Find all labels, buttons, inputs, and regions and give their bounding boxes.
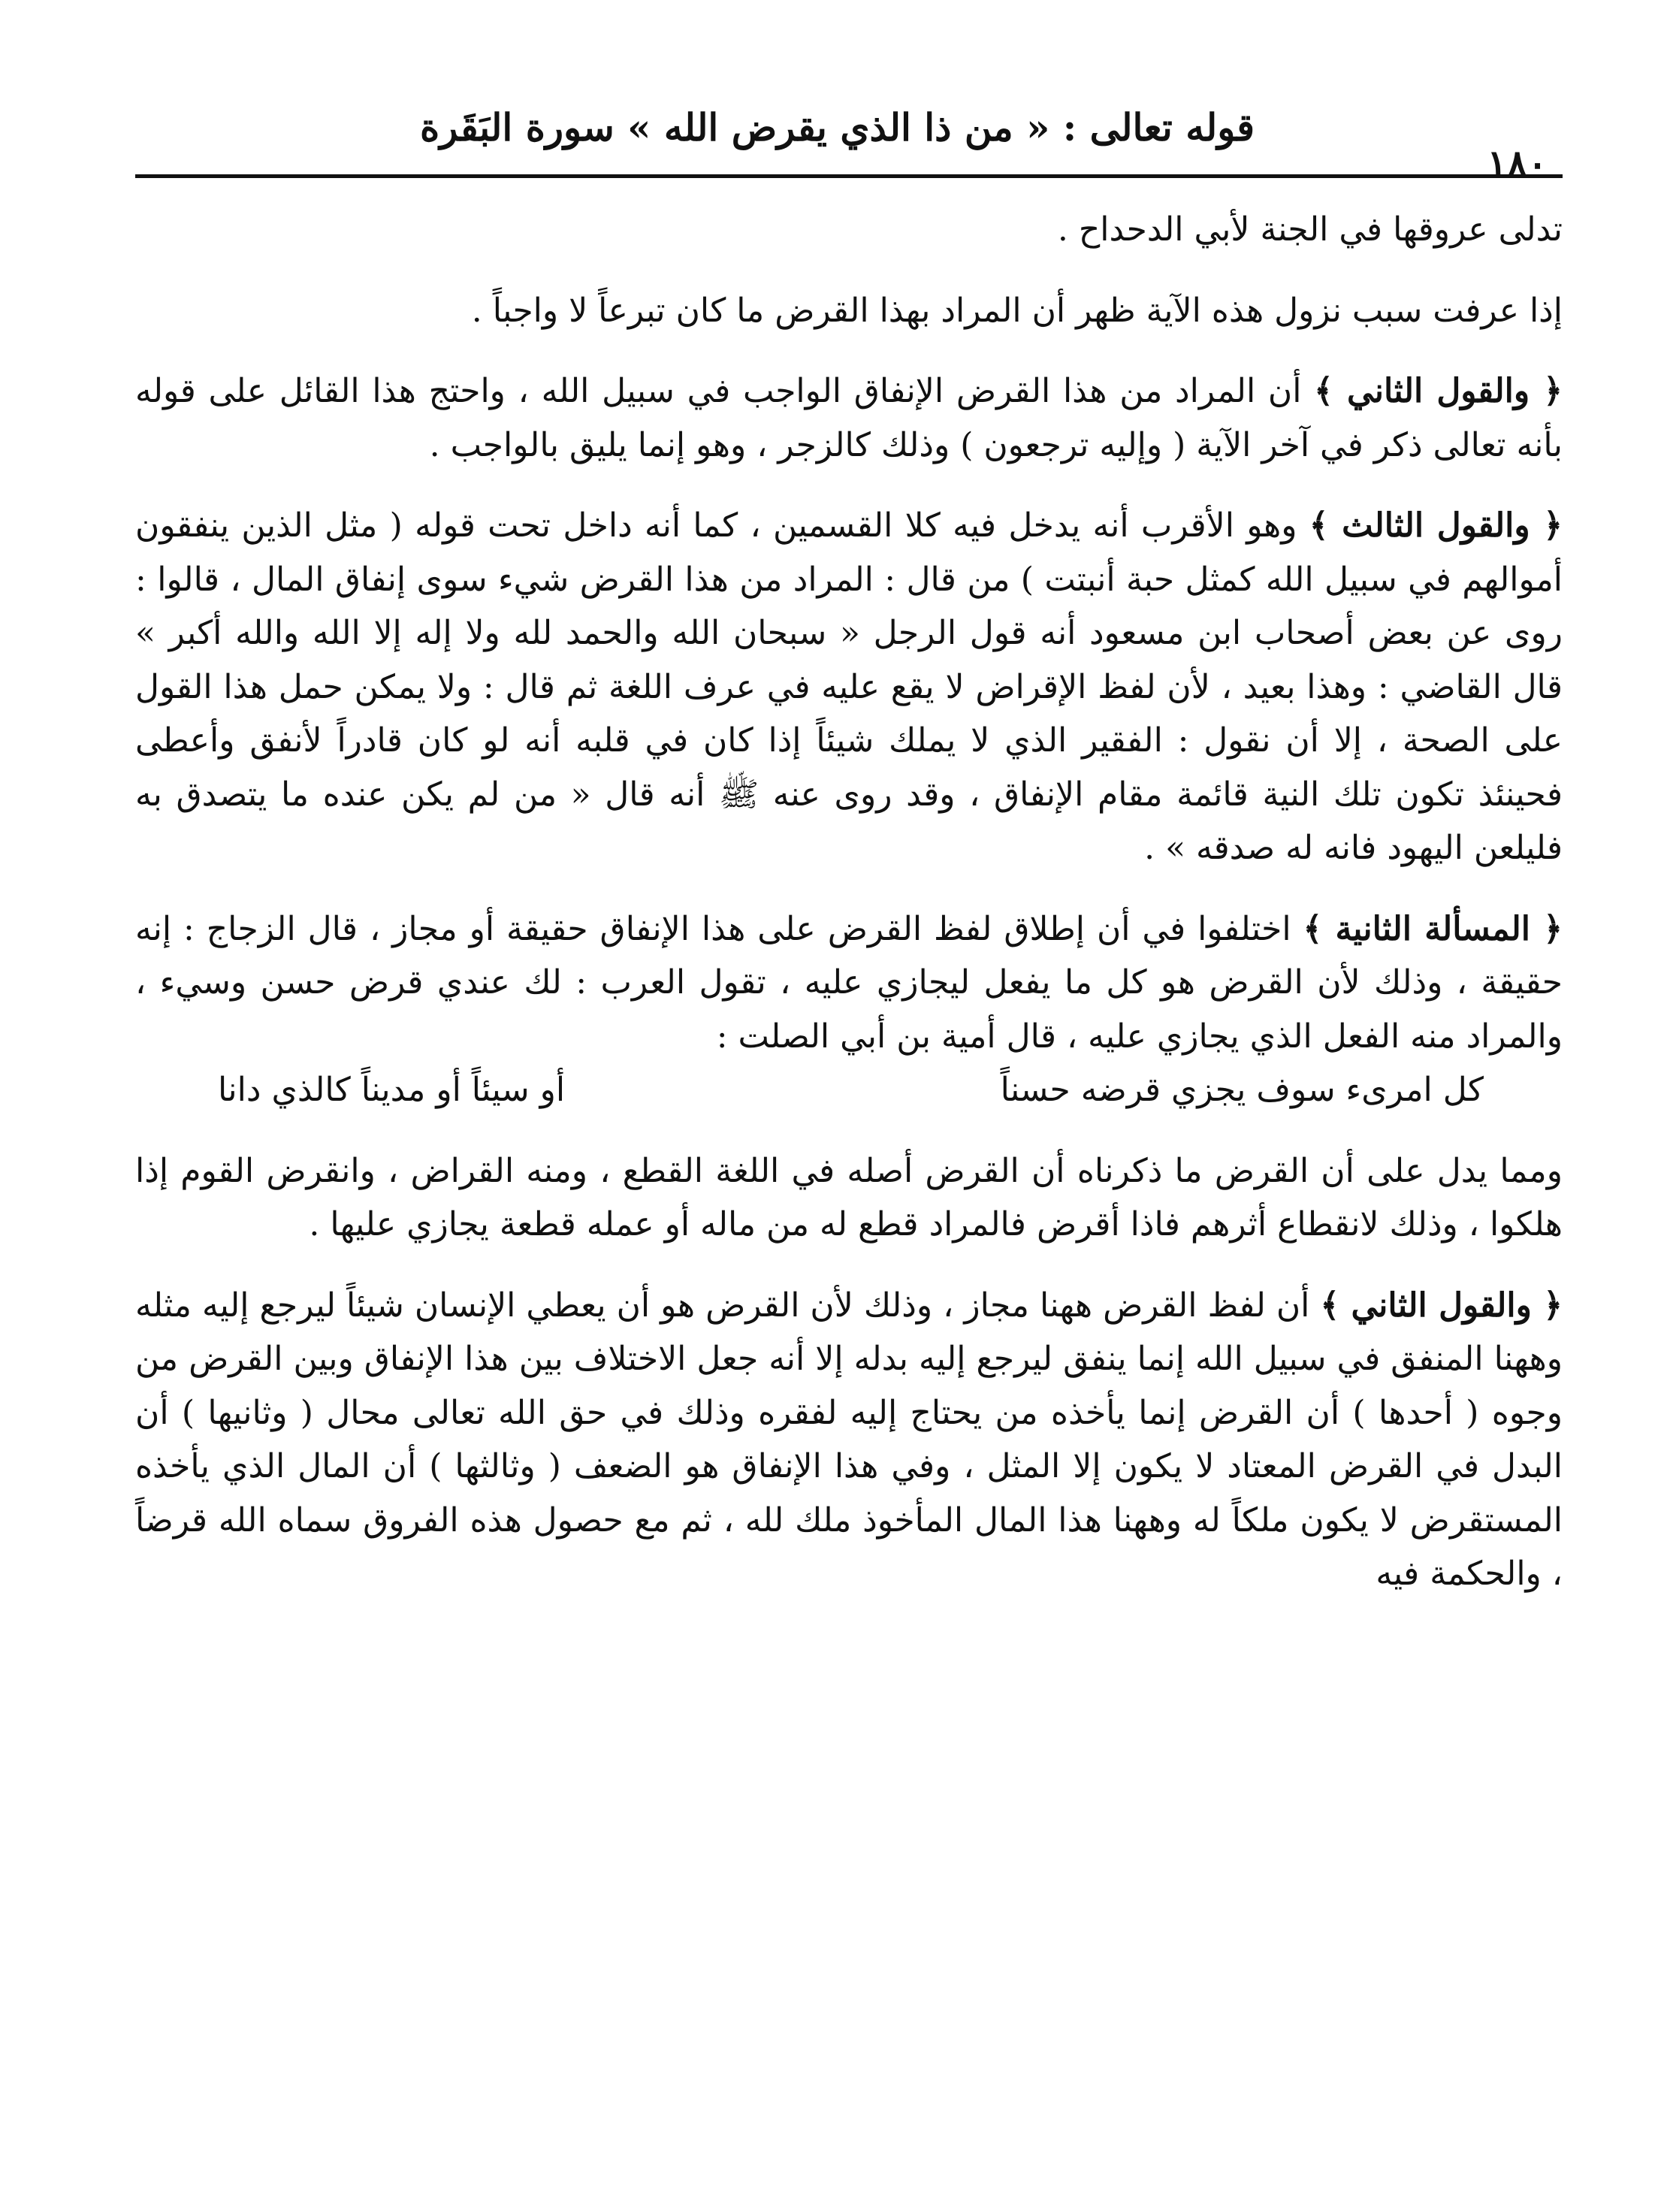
paragraph — [135, 203, 1563, 257]
page-header — [135, 105, 1563, 186]
header-rule — [135, 174, 1563, 178]
paragraph — [135, 902, 1563, 1064]
page-body — [135, 203, 1563, 1601]
paragraph-text: إذا عرفت سبب نزول هذه الآية ظهر أن المراد بهذا القرض ما كان تبرعاً لا واجباً . — [471, 291, 1563, 330]
paragraph — [135, 1144, 1563, 1252]
poem-second-hemistich: أو سيئاً أو مديناً كالذي دانا — [218, 1071, 566, 1109]
poem-verse — [135, 1063, 1563, 1117]
paragraph-text: اختلفوا في أن إطلاق لفظ القرض على هذا الإنفاق حقيقة أو مجاز ، قال الزجاج : إنه حقيقة ، وذلك لأن القرض هو كل ما يفعل ليجازي عليه ، تقول العرب : لك عندي قرض حسن وسيء ، والمراد منه الفعل الذي يجازي عليه ، قال أمية بن أبي الصلت : — [135, 909, 1563, 1056]
section-heading: ﴿ والقول الثاني ﴾ — [1320, 1286, 1563, 1325]
section-heading: ﴿ المسألة الثانية ﴾ — [1303, 909, 1563, 948]
paragraph — [135, 499, 1563, 875]
paragraph — [135, 1279, 1563, 1601]
paragraph-text: وهو الأقرب أنه يدخل فيه كلا القسمين ، كما أنه داخل تحت قوله ( مثل الذين ينفقون أموالهم في سبيل الله كمثل حبة أنبتت ) من قال : المراد من هذا القرض شيء سوى إنفاق المال ، قالوا : روى عن بعض أصحاب ابن مسعود أنه قول الرجل « سبحان الله والحمد لله ولا إله إلا الله والله أكبر » قال القاضي : وهذا بعيد ، لأن لفظ الإقراض لا يقع عليه في عرف اللغة ثم قال : ولا يمكن حمل هذا القول على الصحة ، إلا أن نقول : الفقير الذي لا يملك شيئاً إذا كان في قلبه أنه لو كان قادراً لأنفق وأعطى فحينئذ تكون تلك النية قائمة مقام الإنفاق ، وقد روى عنه ﷺ أنه قال « من لم يكن عنده ما يتصدق به فليلعن اليهود فانه له صدقه » . — [135, 506, 1563, 867]
section-heading: ﴿ والقول الثاني ﴾ — [1314, 372, 1563, 410]
paragraph — [135, 284, 1563, 338]
paragraph-text: تدلى عروقها في الجنة لأبي الدحداح . — [1057, 210, 1563, 249]
running-title: قوله تعالى : « من ذا الذي يقرض الله » سورة البَقَرة — [420, 105, 1255, 150]
paragraph — [135, 364, 1563, 472]
paragraph-text: أن لفظ القرض ههنا مجاز ، وذلك لأن القرض هو أن يعطي الإنسان شيئاً ليرجع إليه مثله وههنا المنفق في سبيل الله إنما ينفق ليرجع إليه بدله إلا أنه جعل الاختلاف بين هذا الإنفاق وبين القرض من وجوه ( أحدها ) أن القرض إنما يأخذه من يحتاج إليه لفقره وذلك في حق الله تعالى محال ( وثانيها ) أن البدل في القرض المعتاد لا يكون إلا المثل ، وفي هذا الإنفاق هو الضعف ( وثالثها ) أن المال الذي يأخذه المستقرض لا يكون ملكاً له وههنا هذا المال المأخوذ ملك لله ، ثم مع حصول هذه الفروق سماه الله قرضاً ، والحكمة فيه — [135, 1286, 1563, 1593]
paragraph-text: أن المراد من هذا القرض الإنفاق الواجب في سبيل الله ، واحتج هذا القائل على قوله بأنه تعالى ذكر في آخر الآية ( وإليه ترجعون ) وذلك كالزجر ، وهو إنما يليق بالواجب . — [135, 372, 1563, 464]
poem-first-hemistich: كل امرىء سوف يجزي قرضه حسناً — [1000, 1071, 1484, 1109]
page-number: ١٨٠ — [1487, 141, 1548, 186]
section-heading: ﴿ والقول الثالث ﴾ — [1309, 506, 1563, 545]
paragraph-text: ومما يدل على أن القرض ما ذكرناه أن القرض أصله في اللغة القطع ، ومنه القراض ، وانقرض القوم إذا هلكوا ، وذلك لانقطاع أثرهم فاذا أقرض فالمراد قطع له من ماله أو عمله قطعة يجازي عليها . — [135, 1151, 1563, 1243]
